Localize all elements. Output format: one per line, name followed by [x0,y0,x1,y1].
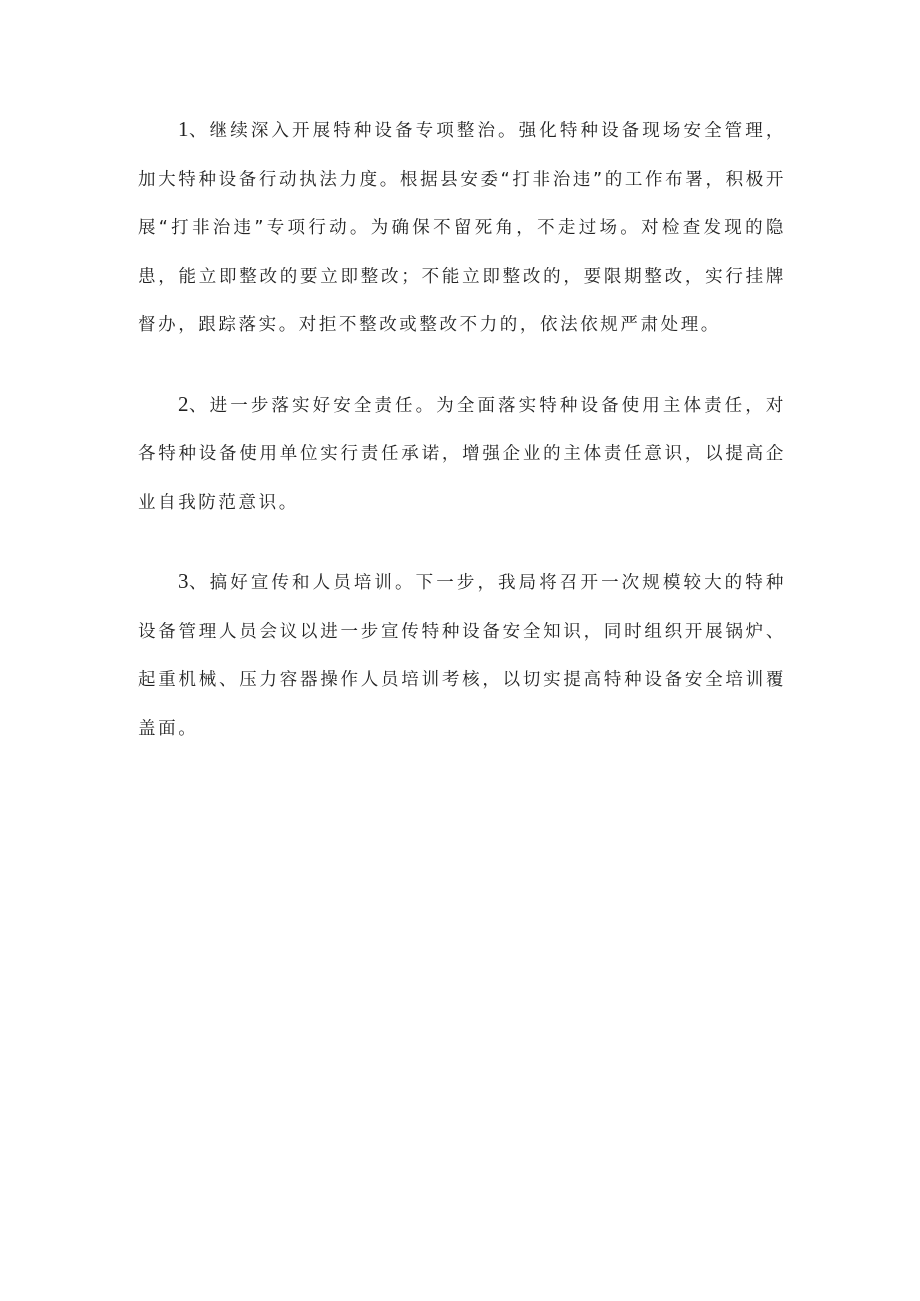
paragraph-2-text: 、进一步落实好安全责任。为全面落实特种设备使用主体责任，对各特种设备使用单位实行责任承诺，增强企业的主体责任意识，以提高企业自我防范意识。 [138,395,786,513]
paragraph-1-number: 1 [178,117,189,141]
paragraph-1 [138,105,786,350]
paragraph-2-number: 2 [178,391,189,416]
paragraph-1-text: 、继续深入开展特种设备专项整治。强化特种设备现场安全管理，加大特种设备行动执法力度。根据县安委“打非治违”的工作布署，积极开展“打非治违”专项行动。为确保不留死角，不走过场。对检查发现的隐患，能立即整改的要立即整改；不能立即整改的，要限期整改，实行挂牌督办，跟踪落实。对拒不整改或整改不力的，依法依规严肃处理。 [138,121,786,335]
paragraph-2 [138,380,786,528]
paragraph-3-number: 3 [178,569,189,593]
paragraph-3 [138,557,786,753]
paragraph-3-text: 、搞好宣传和人员培训。下一步，我局将召开一次规模较大的特种设备管理人员会议以进一步宣传特种设备安全知识，同时组织开展锅炉、起重机械、压力容器操作人员培训考核，以切实提高特种设备安全培训覆盖面。 [138,573,786,739]
